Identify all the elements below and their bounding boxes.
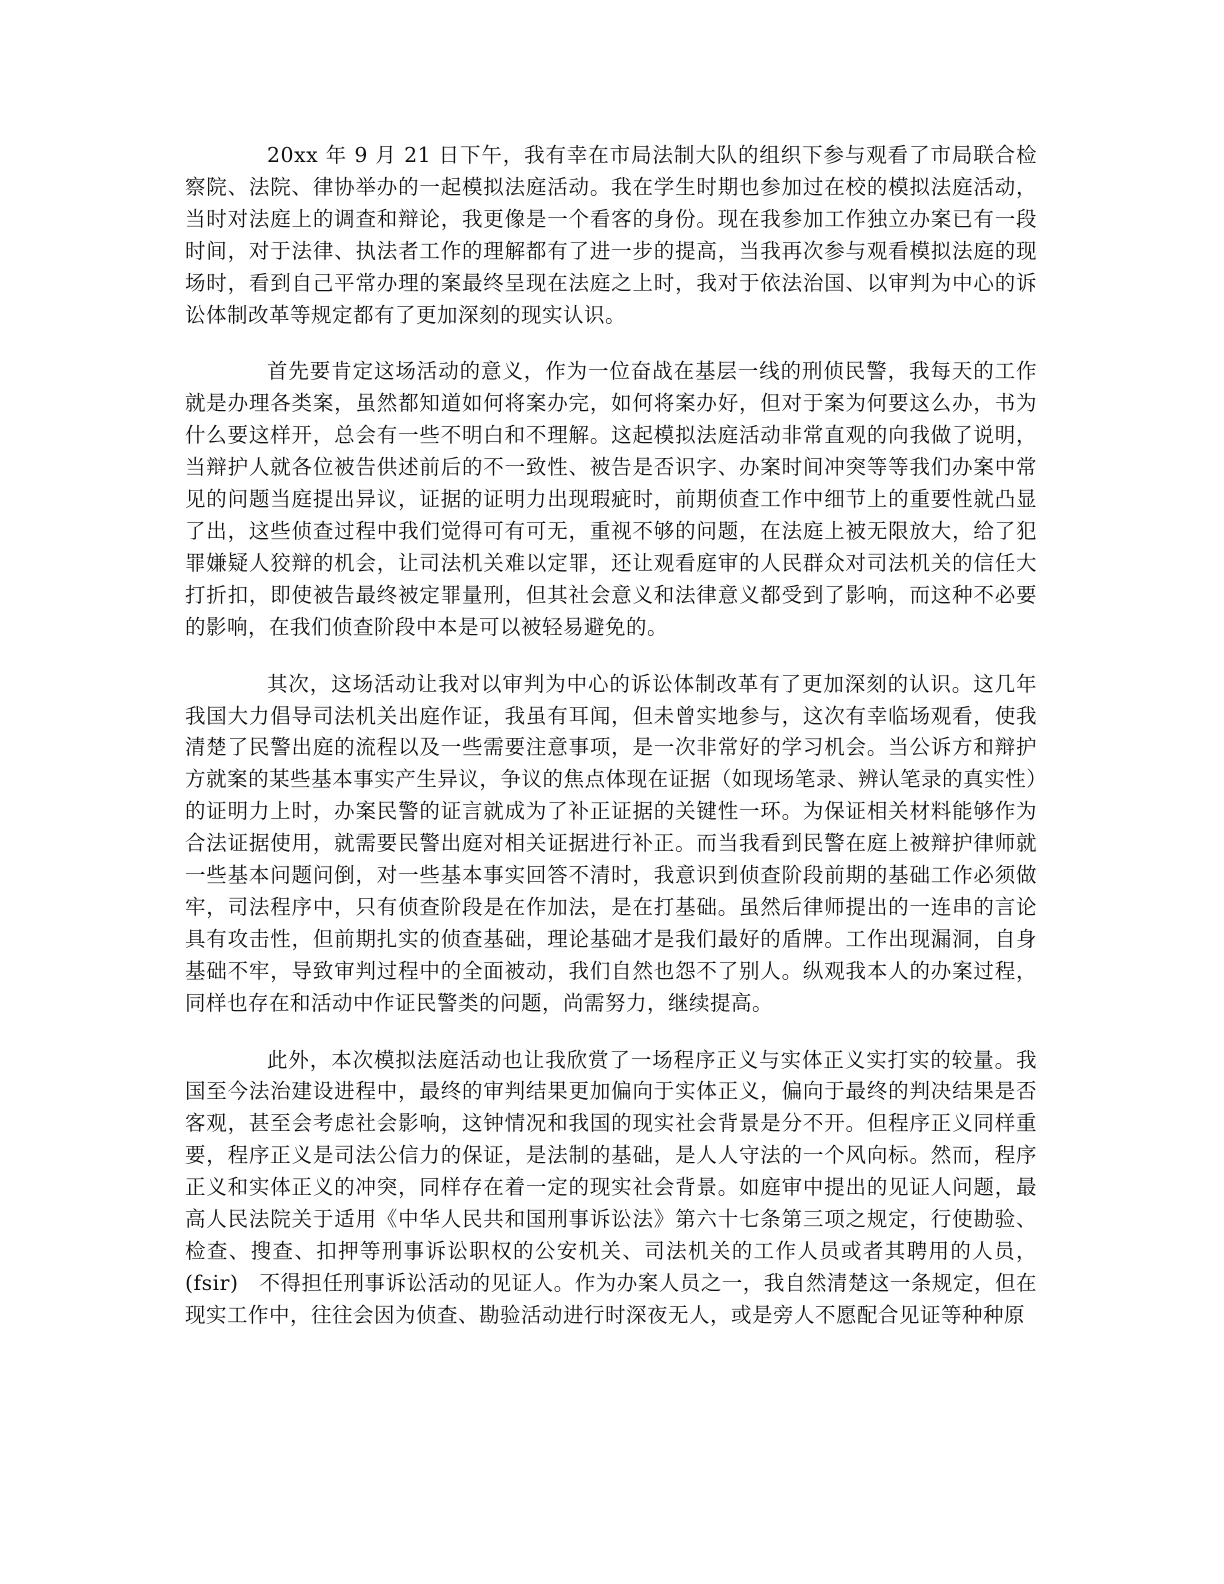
document-page bbox=[185, 140, 1037, 1357]
paragraph-2: 首先要肯定这场活动的意义，作为一位奋战在基层一线的刑侦民警，我每天的工作就是办理各类案，虽然都知道如何将案办完，如何将案办好，但对于案为何要这么办，书为什么要这样开，总会有一些不明白和不理解。这起模拟法庭活动非常直观的向我做了说明，当辩护人就各位被告供述前后的不一致性、被告是否识字、办案时间冲突等等我们办案中常见的问题当庭提出异议，证据的证明力出现瑕疵时，前期侦查工作中细节上的重要性就凸显了出，这些侦查过程中我们觉得可有可无，重视不够的问题，在法庭上被无限放大，给了犯罪嫌疑人狡辩的机会，让司法机关难以定罪，还让观看庭审的人民群众对司法机关的信任大打折扣，即使被告最终被定罪量刑，但其社会意义和法律意义都受到了影响，而这种不必要的影响，在我们侦查阶段中本是可以被轻易避免的。 bbox=[185, 359, 1037, 639]
paragraph-3: 其次，这场活动让我对以审判为中心的诉讼体制改革有了更加深刻的认识。这几年我国大力倡导司法机关出庭作证，我虽有耳闻，但未曾实地参与，这次有幸临场观看，使我清楚了民警出庭的流程以及一些需要注意事项，是一次非常好的学习机会。当公诉方和辩护方就案的某些基本事实产生异议，争议的焦点体现在证据（如现场笔录、辨认笔录的真实性）的证明力上时，办案民警的证言就成为了补正证据的关键性一环。为保证相关材料能够作为合法证据使用，就需要民警出庭对相关证据进行补正。而当我看到民警在庭上被辩护律师就一些基本问题问倒，对一些基本事实回答不清时，我意识到侦查阶段前期的基础工作必须做牢，司法程序中，只有侦查阶段是在作加法，是在打基础。虽然后律师提出的一连串的言论具有攻击性，但前期扎实的侦查基础，理论基础才是我们最好的盾牌。工作出现漏洞，自身基础不牢，导致审判过程中的全面被动，我们自然也怨不了别人。纵观我本人的办案过程，同样也存在和活动中作证民警类的问题，尚需努力，继续提高。 bbox=[185, 671, 1037, 1015]
paragraph-4: 此外，本次模拟法庭活动也让我欣赏了一场程序正义与实体正义实打实的较量。我国至今法治建设进程中，最终的审判结果更加偏向于实体正义，偏向于最终的判决结果是否客观，甚至会考虑社会影响，这钟情况和我国的现实社会背景是分不开。但程序正义同样重要，程序正义是司法公信力的保证，是法制的基础，是人人守法的一个风向标。然而，程序正义和实体正义的冲突，同样存在着一定的现实社会背景。如庭审中提出的见证人问题，最高人民法院关于适用《中华人民共和国刑事诉讼法》第六十七条第三项之规定，行使勘验、检查、搜查、扣押等刑事诉讼职权的公安机关、司法机关的工作人员或者其聘用的人员，(fsir) 不得担任刑事诉讼活动的见证人。作为办案人员之一，我自然清楚这一条规定，但在现实工作中，往往会因为侦查、勘验活动进行时深夜无人，或是旁人不愿配合见证等种种原 bbox=[185, 1047, 1037, 1327]
paragraph-1: 20xx 年 9 月 21 日下午，我有幸在市局法制大队的组织下参与观看了市局联合检察院、法院、律协举办的一起模拟法庭活动。我在学生时期也参加过在校的模拟法庭活动，当时对法庭上的调查和辩论，我更像是一个看客的身份。现在我参加工作独立办案已有一段时间，对于法律、执法者工作的理解都有了进一步的提高，当我再次参与观看模拟法庭的现场时，看到自己平常办理的案最终呈现在法庭之上时，我对于依法治国、以审判为中心的诉讼体制改革等规定都有了更加深刻的现实认识。 bbox=[185, 143, 1037, 327]
